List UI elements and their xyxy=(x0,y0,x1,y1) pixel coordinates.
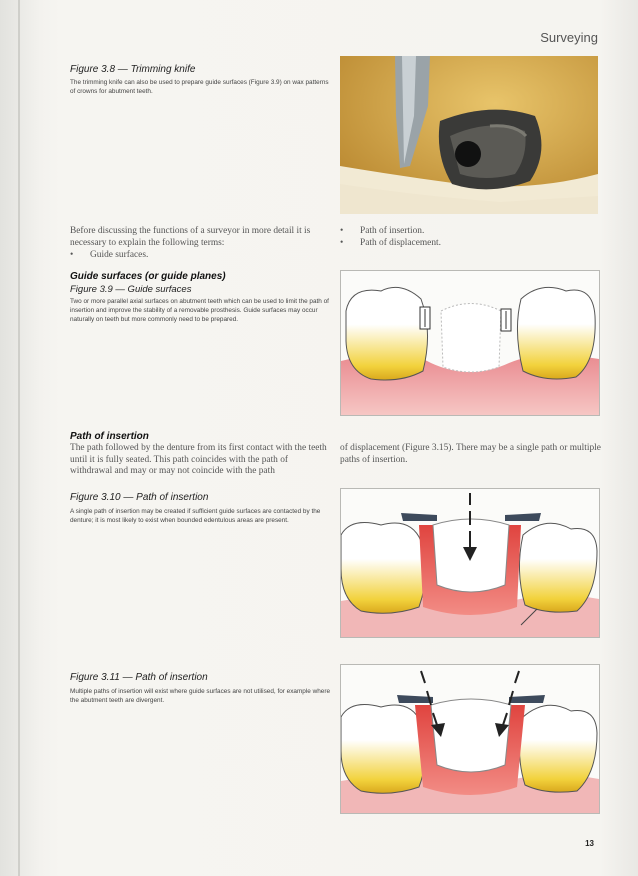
fig39-title: Figure 3.9 — Guide surfaces xyxy=(70,284,192,295)
intro-bullet-guide-surfaces xyxy=(70,250,330,262)
page-spine xyxy=(18,0,20,876)
bullet-text: Guide surfaces. xyxy=(90,250,149,260)
bullet-text: Path of insertion. xyxy=(360,226,425,236)
fig311-title: Figure 3.11 — Path of insertion xyxy=(70,672,208,683)
path-of-insertion-text-left: The path followed by the denture from its first contact with the teeth until it is fully seated. This path coincides with the path of withdrawal and may or may not coincide with the path xyxy=(70,443,327,476)
path-of-insertion-heading: Path of insertion xyxy=(70,431,149,442)
bullet-dot: • xyxy=(70,250,74,260)
fig39-body: Two or more parallel axial surfaces on abutment teeth which can be used to limit the path of insertion and improve the stability of a removable prosthesis. Guide surfaces may occur naturally on teeth but more commonly need to be prepared. xyxy=(70,298,329,323)
running-title: Surveying xyxy=(540,30,598,45)
fig39-diagram xyxy=(340,270,600,416)
fig310-body: A single path of insertion may be created if sufficient guide surfaces are contacted by the denture; it is most likely to exist when bounded edentulous areas are present. xyxy=(70,508,321,524)
page-number: 13 xyxy=(585,839,594,848)
bullet-dot: • xyxy=(340,226,344,236)
bullet-dot: • xyxy=(340,237,344,248)
intro-bullets-right xyxy=(340,226,600,249)
path-of-insertion-text-right: of displacement (Figure 3.15). There may be a single path or multiple paths of insertion. xyxy=(340,443,601,465)
bullet-text: Path of displacement. xyxy=(360,237,441,248)
bullet-path-of-displacement xyxy=(340,238,600,250)
fig311-diagram xyxy=(340,664,600,814)
fig310-diagram xyxy=(340,488,600,638)
bullet-path-of-insertion xyxy=(340,226,600,238)
fig38-body: The trimming knife can also be used to prepare guide surfaces (Figure 3.9) on wax patterns of crowns for abutment teeth. xyxy=(70,79,329,95)
guide-surfaces-heading: Guide surfaces (or guide planes) xyxy=(70,271,226,282)
fig38-title: Figure 3.8 — Trimming knife xyxy=(70,64,196,75)
fig310-title: Figure 3.10 — Path of insertion xyxy=(70,492,209,503)
fig311-body: Multiple paths of insertion will exist where guide surfaces are not utilised, for example where the abutment teeth are divergent. xyxy=(70,688,331,704)
intro-paragraph: Before discussing the functions of a surveyor in more detail it is necessary to explain the following terms: xyxy=(70,226,311,248)
trimming-knife-photo xyxy=(340,56,598,214)
